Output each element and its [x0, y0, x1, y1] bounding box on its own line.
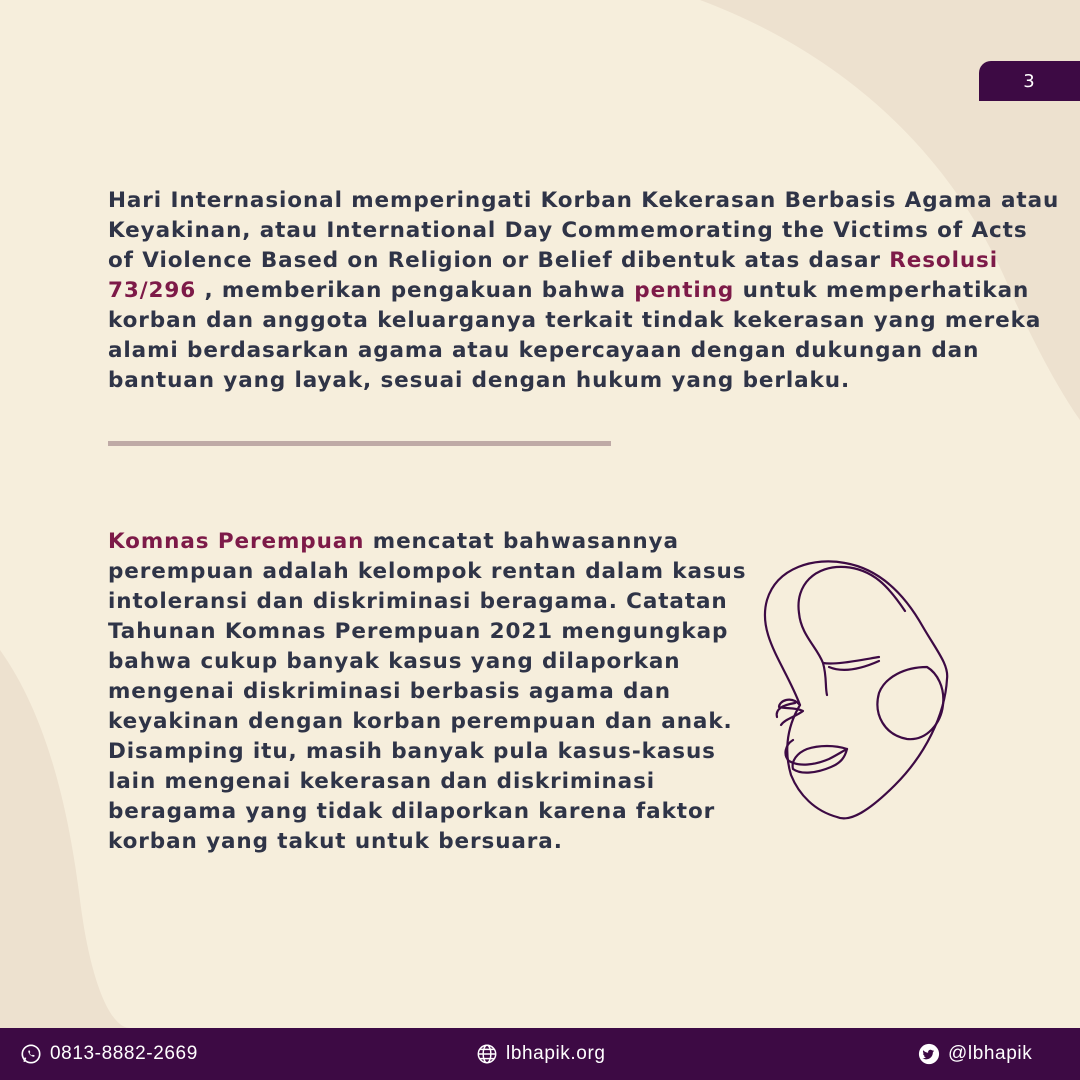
highlight-resolusi: Resolusi	[889, 248, 999, 273]
text-line: intoleransi dan diskriminasi beragama. Catatan	[108, 589, 728, 614]
text-line: bantuan yang layak, sesuai dengan hukum yang berlaku.	[108, 368, 851, 393]
intro-paragraph	[108, 186, 1059, 396]
highlight-penting: penting	[634, 278, 735, 303]
text-line: beragama yang tidak dilaporkan karena faktor	[108, 799, 716, 824]
website-link[interactable]	[476, 1028, 606, 1080]
highlight-komnas-perempuan: Komnas Perempuan	[108, 529, 365, 554]
highlight-resolution-number: 73/296	[108, 278, 197, 303]
text-line: korban yang takut untuk bersuara.	[108, 829, 563, 854]
text-line: keyakinan dengan korban perempuan dan anak.	[108, 709, 733, 734]
text-line: mengenai diskriminasi berbasis agama dan	[108, 679, 671, 704]
text-line: lain mengenai kekerasan dan diskriminasi	[108, 769, 656, 794]
text-line: alami berdasarkan agama atau kepercayaan dengan dukungan dan	[108, 338, 980, 363]
page-number: 3	[1023, 70, 1036, 92]
text-line: Hari Internasional memperingati Korban Kekerasan Berbasis Agama atau	[108, 188, 1060, 213]
footer-bar	[0, 1028, 1080, 1080]
whatsapp-icon	[20, 1043, 42, 1065]
twitter-handle-link[interactable]	[918, 1028, 1032, 1080]
page-number-badge	[979, 61, 1080, 101]
phone-number: 0813-8882-2669	[50, 1043, 198, 1064]
text-segment: untuk memperhatikan	[734, 278, 1030, 303]
text-segment: mencatat bahwasannya	[364, 529, 679, 554]
twitter-handle: @lbhapik	[948, 1043, 1033, 1064]
phone-contact[interactable]	[20, 1028, 198, 1080]
text-line	[108, 527, 746, 557]
text-segment: , memberikan pengakuan bahwa	[196, 278, 635, 303]
text-line: Disamping itu, masih banyak pula kasus-kasus	[108, 739, 716, 764]
twitter-icon	[918, 1043, 940, 1065]
text-line: Keyakinan, atau International Day Commemorating the Victims of Acts	[108, 218, 1028, 243]
text-line: Tahunan Komnas Perempuan 2021 mengungkap	[108, 619, 729, 644]
text-line: bahwa cukup banyak kasus yang dilaporkan	[108, 649, 681, 674]
section-divider	[108, 441, 611, 446]
text-line	[108, 276, 1059, 306]
face-line-art-icon	[755, 555, 955, 825]
text-line: korban dan anggota keluarganya terkait tindak kekerasan yang mereka	[108, 308, 1042, 333]
website-url: lbhapik.org	[506, 1043, 606, 1064]
text-segment: of Violence Based on Religion or Belief dibentuk atas dasar	[108, 248, 890, 273]
text-line	[108, 246, 1059, 276]
text-line: perempuan adalah kelompok rentan dalam kasus	[108, 559, 747, 584]
komnas-paragraph	[108, 527, 746, 857]
globe-icon	[476, 1043, 498, 1065]
